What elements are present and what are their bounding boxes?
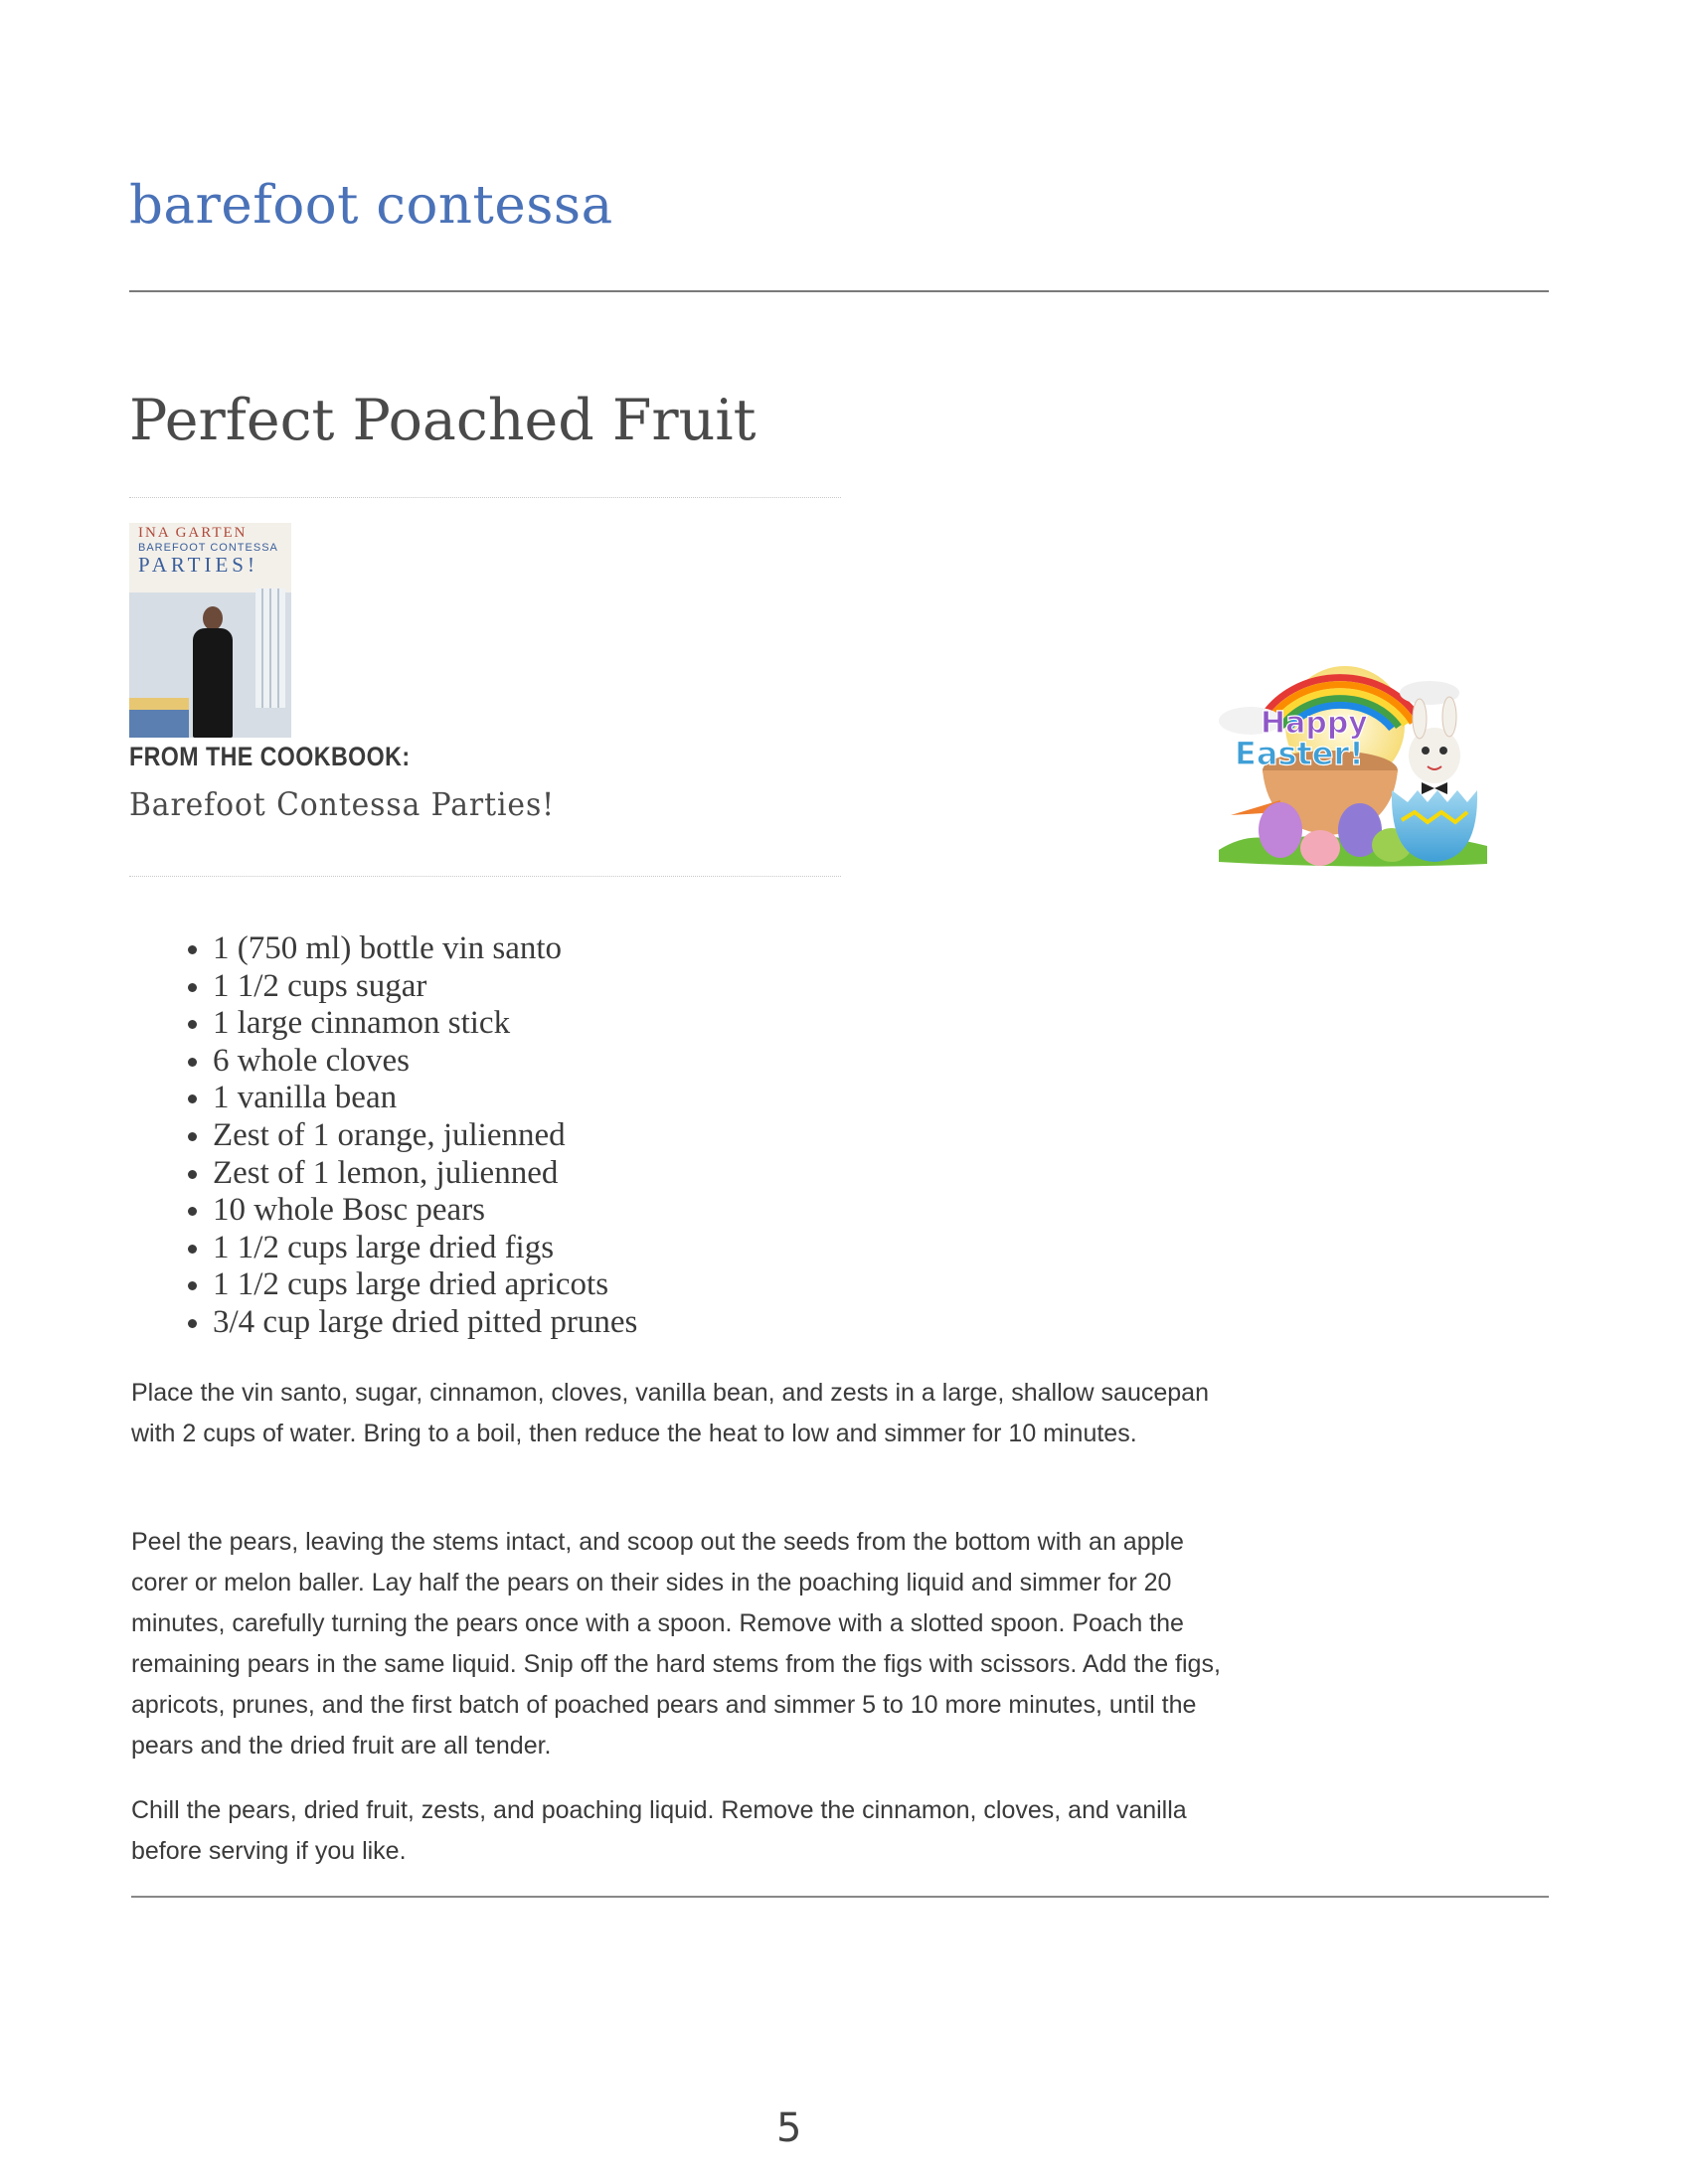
- cookbook-cover-image[interactable]: [129, 523, 291, 738]
- cover-person: [193, 606, 233, 738]
- ingredient-item: • 1 1/2 cups large dried apricots: [213, 1266, 637, 1304]
- directions-step-1: Place the vin santo, sugar, cinnamon, cloves, vanilla bean, and zests in a large, shallow saucepan with 2 cups of water. Bring to a boil, then reduce the heat to low and simmer for 10 minutes.: [131, 1379, 1209, 1447]
- directions-step-3: Chill the pears, dried fruit, zests, and poaching liquid. Remove the cinnamon, cloves, and vanilla before serving if you like.: [131, 1796, 1187, 1865]
- ingredient-item: • 10 whole Bosc pears: [213, 1192, 637, 1230]
- ingredient-item: • 6 whole cloves: [213, 1043, 637, 1081]
- ingredient-item: • 1 1/2 cups large dried figs: [213, 1230, 637, 1267]
- ingredient-item: • Zest of 1 lemon, julienned: [213, 1155, 637, 1193]
- easter-text-happy: Happy: [1261, 706, 1368, 741]
- ingredient-item: • Zest of 1 orange, julienned: [213, 1117, 637, 1155]
- ingredient-item: • 1 (750 ml) bottle vin santo: [213, 930, 637, 968]
- title-divider: [129, 497, 841, 498]
- cookbook-title-link[interactable]: Barefoot Contessa Parties!: [129, 785, 556, 823]
- handwritten-page-number: 5: [776, 2105, 802, 2151]
- easter-text-easter: Easter!: [1235, 735, 1364, 772]
- from-cookbook-label: FROM THE COOKBOOK:: [129, 742, 411, 771]
- ingredient-item: • 1 vanilla bean: [213, 1080, 637, 1117]
- ingredient-list: [179, 930, 637, 1342]
- cover-author: INA GARTEN: [138, 525, 248, 541]
- ingredient-item: • 1 large cinnamon stick: [213, 1005, 637, 1043]
- footer-divider: [131, 1896, 1549, 1898]
- happy-easter-graphic: [1211, 631, 1491, 880]
- header-divider: [129, 290, 1549, 292]
- directions-step-2: Peel the pears, leaving the stems intact, and scoop out the seeds from the bottom with an apple corer or melon baller. Lay half the pears on their sides in the poaching liquid and simmer for 20 minutes, carefully turning the pears once with a spoon. Remove with a slotted spoon. Poach the remaining pears in the same liquid. Snip off the hard stems from the figs with scissors. Add the figs, apricots, prunes, and the first batch of poached pears and simmer 5 to 10 more minutes, until the pears and the dried fruit are all tender.: [131, 1528, 1221, 1760]
- cover-series: BAREFOOT CONTESSA: [138, 542, 278, 554]
- cover-book-name: PARTIES!: [138, 553, 258, 577]
- ingredient-item: • 1 1/2 cups sugar: [213, 968, 637, 1006]
- site-brand[interactable]: barefoot contessa: [129, 175, 613, 236]
- ingredient-item: • 3/4 cup large dried pitted prunes: [213, 1304, 637, 1342]
- cookbook-divider: [129, 876, 841, 877]
- recipe-title: Perfect Poached Fruit: [129, 388, 757, 453]
- cover-table: [129, 698, 189, 738]
- cover-window: [255, 588, 285, 708]
